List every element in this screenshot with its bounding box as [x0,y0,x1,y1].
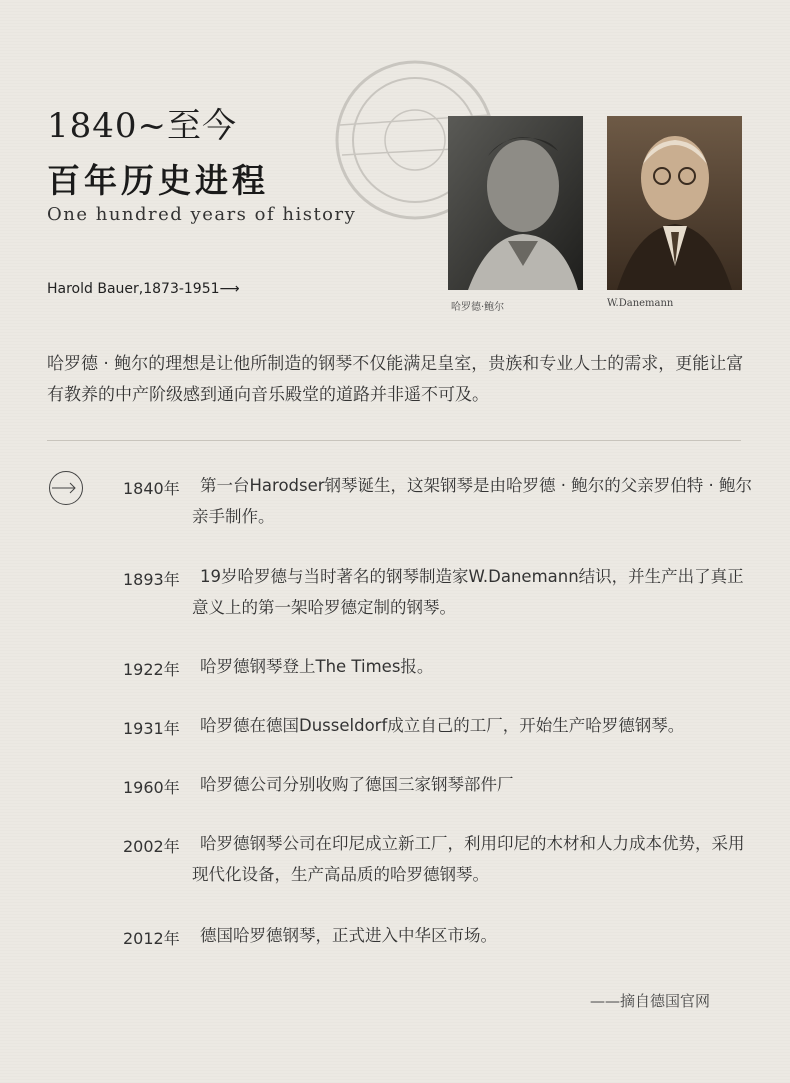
timeline-text: 哈罗德钢琴登上The Times报。 [200,657,434,676]
title-english: One hundred years of history [47,204,357,225]
harold-bauer-label: Harold Bauer,1873-1951⟶ [47,281,240,297]
photo-caption-danemann: W.Danemann [607,298,674,309]
timeline-year: 2002年 [123,837,180,856]
page-title: 百年历史进程 [47,161,269,200]
timeline-text: 19岁哈罗德与当时著名的钢琴制造家W.Danemann结识，并生产出了真正意义上的第一架哈罗德定制的钢琴。 [192,567,744,617]
timeline-year: 1931年 [123,719,180,738]
divider [47,440,741,441]
intro-paragraph: 哈罗德 · 鲍尔的理想是让他所制造的钢琴不仅能满足皇室，贵族和专业人士的需求，更能让富有教养的中产阶级感到通向音乐殿堂的道路并非遥不可及。 [47,354,744,405]
timeline-text: 第一台Harodser钢琴诞生，这架钢琴是由哈罗德 · 鲍尔的父亲罗伯特 · 鲍尔亲手制作。 [192,476,753,526]
timeline-year: 2012年 [123,929,180,948]
arrow-right-circle-icon [48,470,84,506]
harold-bauer-photo [448,116,583,290]
timeline-year: 1893年 [123,570,180,589]
timeline-year: 1840年 [123,479,180,498]
timeline-text: 哈罗德在德国Dusseldorf成立自己的工厂，开始生产哈罗德钢琴。 [200,716,685,735]
timeline-text: 德国哈罗德钢琴，正式进入中华区市场。 [200,926,497,945]
danemann-photo [607,116,742,290]
source-credit: ——摘自德国官网 [590,992,711,1010]
timeline-text: 哈罗德钢琴公司在印尼成立新工厂，利用印尼的木材和人力成本优势，采用现代化设备，生产高品质的哈罗德钢琴。 [192,834,745,884]
title-year: 1840~至今 [47,106,238,146]
photo-caption-harold: 哈罗德·鲍尔 [451,302,505,313]
timeline-text: 哈罗德公司分别收购了德国三家钢琴部件厂 [200,775,514,794]
timeline-year: 1960年 [123,778,180,797]
timeline-year: 1922年 [123,660,180,679]
